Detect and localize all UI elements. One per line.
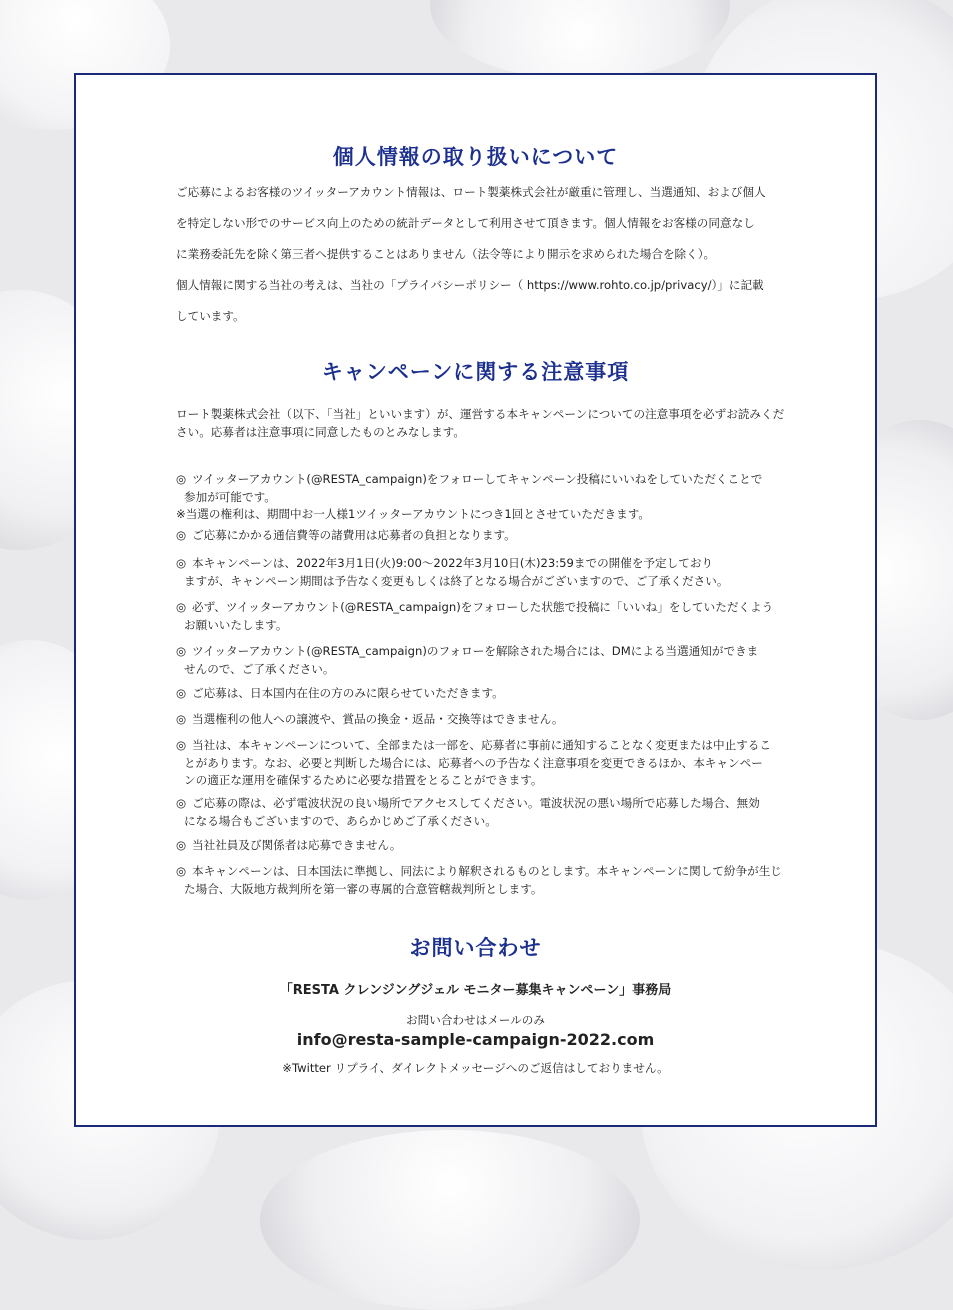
notice-item-text: 必ず、ツイッターアカウント(@RESTA_campaign)をフォローした状態で投稿に「いいね」をしていただくよう: [192, 600, 774, 614]
notice-item: [176, 643, 806, 678]
double-circle-icon: ◎: [176, 864, 187, 878]
double-circle-icon: ◎: [176, 600, 187, 614]
notice-item-text: た場合、大阪地方裁判所を第一審の専属的合意管轄裁判所とします。: [184, 881, 543, 896]
notice-item-text: とがあります。なお、必要と判断した場合には、応募者への予告なく注意事項を変更できるほか、本キャンペー: [184, 755, 763, 770]
notice-item-text: 当社社員及び関係者は応募できません。: [192, 838, 402, 852]
contact-title: お問い合わせ: [409, 936, 542, 960]
notice-item-text: ますが、キャンペーン期間は予告なく変更もしくは終了となる場合がございますので、ご了承ください。: [184, 573, 729, 588]
notice-item-text: 参加が可能です。: [184, 489, 276, 504]
notice-intro: [176, 405, 806, 441]
privacy-line: しています。: [176, 309, 245, 323]
contact-note: ※Twitter リプライ、ダイレクトメッセージへのご返信はしておりません。: [282, 1061, 669, 1075]
notice-item-text: せんので、ご了承ください。: [184, 661, 335, 676]
notice-item-text: 当選権利の他人への譲渡や、賞品の換金・返品・交換等はできません。: [192, 712, 564, 726]
privacy-line: 個人情報に関する当社の考えは、当社の「プライバシーポリシー（ https://www.rohto.co.jp/privacy/）」に記載: [176, 278, 764, 292]
notice-item: [176, 863, 806, 898]
double-circle-icon: ◎: [176, 556, 187, 570]
notice-item-text: ンの適正な運用を確保するために必要な措置をとることができます。: [184, 773, 543, 787]
double-circle-icon: ◎: [176, 686, 187, 700]
notice-item: [176, 711, 806, 729]
privacy-line: ご応募によるお客様のツイッターアカウント情報は、ロート製薬株式会社が厳重に管理し、当選通知、および個人: [176, 185, 766, 199]
notice-item: [176, 737, 806, 790]
double-circle-icon: ◎: [176, 644, 187, 658]
double-circle-icon: ◎: [176, 472, 187, 486]
notice-item-text: ご応募は、日本国内在住の方のみに限らせていただきます。: [192, 686, 504, 700]
notice-item-text: 本キャンペーンは、日本国法に準拠し、同法により解釈されるものとします。本キャンペーンに関して紛争が生じ: [192, 864, 782, 878]
contact-method: お問い合わせはメールのみ: [406, 1013, 545, 1027]
notice-item-text: 当社は、本キャンペーンについて、全部または一部を、応募者に事前に通知することなく変更または中止するこ: [192, 738, 771, 752]
notice-title: キャンペーンに関する注意事項: [321, 360, 630, 384]
notice-item: [176, 599, 806, 634]
notice-item-text: ご応募の際は、必ず電波状況の良い場所でアクセスしてください。電波状況の悪い場所で応募した場合、無効: [192, 796, 760, 810]
notice-item: [176, 527, 806, 545]
notice-item: [176, 555, 806, 590]
contact-email-link[interactable]: info@resta-sample-campaign-2022.com: [296, 1030, 655, 1049]
notice-item-text: ご応募にかかる通信費等の諸費用は応募者の負担となります。: [192, 528, 516, 542]
contact-office: 「RESTA クレンジングジェル モニター募集キャンペーン」事務局: [279, 983, 672, 998]
notice-item: [176, 471, 806, 524]
notice-item-text: ツイッターアカウント(@RESTA_campaign)のフォローを解除された場合には、DMによる当選通知ができま: [192, 644, 759, 658]
notice-item: [176, 685, 806, 703]
double-circle-icon: ◎: [176, 712, 187, 726]
bubble-decoration: [430, 0, 730, 80]
privacy-line: を特定しない形でのサービス向上のための統計データとして利用させて頂きます。個人情報をお客様の同意なし: [176, 216, 755, 230]
notice-item-text: になる場合もございますので、あらかじめご了承ください。: [184, 813, 497, 828]
notice-item-text: 本キャンペーンは、2022年3月1日(火)9:00～2022年3月10日(木)23:59までの開催を予定しており: [192, 556, 714, 570]
double-circle-icon: ◎: [176, 528, 187, 542]
notice-item: [176, 795, 806, 830]
bubble-decoration: [260, 1130, 640, 1310]
double-circle-icon: ◎: [176, 838, 187, 852]
notice-intro-line: さい。応募者は注意事項に同意したものとみなします。: [176, 425, 465, 439]
double-circle-icon: ◎: [176, 738, 187, 752]
notice-item-subnote: ※当選の権利は、期間中お一人様1ツイッターアカウントにつき1回とさせていただきます。: [176, 507, 650, 521]
privacy-line: に業務委託先を除く第三者へ提供することはありません（法令等により開示を求められた場合を除く）。: [176, 247, 716, 261]
privacy-title: 個人情報の取り扱いについて: [332, 145, 619, 169]
notice-item-text: お願いいたします。: [184, 617, 288, 632]
notice-item-text: ツイッターアカウント(@RESTA_campaign)をフォローしてキャンペーン投稿にいいねをしていただくことで: [192, 472, 763, 486]
notice-item: [176, 837, 806, 855]
notice-intro-line: ロート製薬株式会社（以下、「当社」といいます）が、運営する本キャンペーンについての注意事項を必ずお読みくだ: [176, 407, 785, 421]
notice-card: [74, 73, 877, 1127]
double-circle-icon: ◎: [176, 796, 187, 810]
privacy-text: [176, 177, 806, 332]
